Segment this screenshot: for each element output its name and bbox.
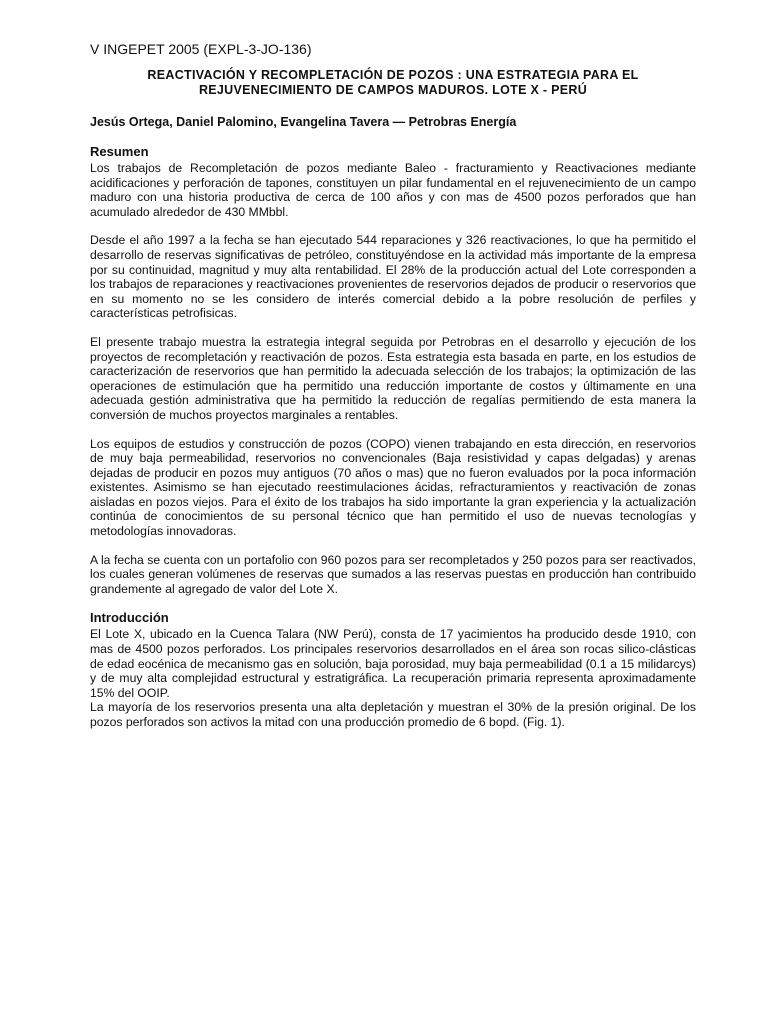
author-line: Jesús Ortega, Daniel Palomino, Evangelina Tavera — Petrobras Energía — [90, 115, 517, 129]
section-heading-introduccion: Introducción — [90, 610, 169, 626]
conference-reference: V INGEPET 2005 (EXPL-3-JO-136) — [90, 41, 312, 57]
document-page — [90, 40, 696, 730]
resumen-paragraph: El presente trabajo muestra la estrategia integral seguida por Petrobras en el desarrollo y ejecución de los proyectos de recompletación y reactivación de pozos. Esta estrategia esta basada en parte, en los estudios de caracterización de reservorios que han permitido la adecuada selección de los trabajos; la optimización de las operaciones de estimulación que ha permitido una reducción importante de costos y últimamente en una adecuada gestión administrativa que ha permitido la reducción de regalías permitiendo de esta manera la conversión de muchos proyectos marginales a rentables. — [90, 334, 696, 422]
introduccion-paragraph: La mayoría de los reservorios presenta una alta depletación y muestran el 30% de la presión original. De los pozos perforados son activos la mitad con una producción promedio de 6 bopd. (Fig. 1). — [90, 700, 696, 729]
resumen-paragraph: Los equipos de estudios y construcción de pozos (COPO) vienen trabajando en esta dirección, en reservorios de muy baja permeabilidad, reservorios no convencionales (Baja resistividad y capas delgadas) y arenas dejadas de producir en pozos muy antiguos (70 años o mas) que no fueron evaluados por la poca información existentes. Asimismo se han ejecutado reestimulaciones ácidas, refracturamientos y reactivación de zonas aisladas en pozos viejos. Para el éxito de los trabajos ha sido importante la gran experiencia y la actualización continúa de conocimientos de su personal técnico que han permitido el uso de nuevas tecnologías y metodologías innovadoras. — [90, 436, 696, 539]
resumen-paragraph: A la fecha se cuenta con un portafolio con 960 pozos para ser recompletados y 250 pozos para ser reactivados, los cuales generan volúmenes de reservas que sumados a las reservas puestas en producción han contribuido grandemente al agregado de valor del Lote X. — [90, 552, 696, 596]
resumen-paragraph: Desde el año 1997 a la fecha se han ejecutado 544 reparaciones y 326 reactivaciones, lo que ha permitido el desarrollo de reservas significativas de petróleo, constituyéndose en la actividad más importante de la empresa por su continuidad, magnitud y muy alta rentabilidad. El 28% de la producción actual del Lote corresponden a los trabajos de reparaciones y reactivaciones provenientes de reservorios dejados de producir o reservorios que en su momento no se les considero de interés comercial debido a la pobre resolución de perfiles y características petrofisicas. — [90, 233, 696, 321]
resumen-paragraph: Los trabajos de Recompletación de pozos mediante Baleo - fracturamiento y Reactivaciones mediante acidificaciones y perforación de tapones, constituyen un pilar fundamental en el rejuvenecimiento de un campo maduro con una historia productiva de cerca de 100 años y con mas de 4500 pozos perforados que han acumulado alrededor de 430 MMbbl. — [90, 161, 696, 219]
introduccion-paragraph: El Lote X, ubicado en la Cuenca Talara (NW Perú), consta de 17 yacimientos ha producido desde 1910, con mas de 4500 pozos perforados. Los principales reservorios desarrollados en el área son rocas silico-clásticas de edad eocénica de mecanismo gas en solución, baja porosidad, muy baja permeabilidad (0.1 a 15 milidarcys) y de muy alta complejidad estructural y estratigráfica. La recuperación primaria representa aproximadamente 15% del OOIP. — [90, 627, 696, 700]
section-heading-resumen: Resumen — [90, 144, 149, 159]
paper-title: REACTIVACIÓN Y RECOMPLETACIÓN DE POZOS : UNA ESTRATEGIA PARA EL REJUVENECIMIENTO DE CAMPOS MADUROS. LOTE X - PERÚ — [147, 68, 639, 97]
